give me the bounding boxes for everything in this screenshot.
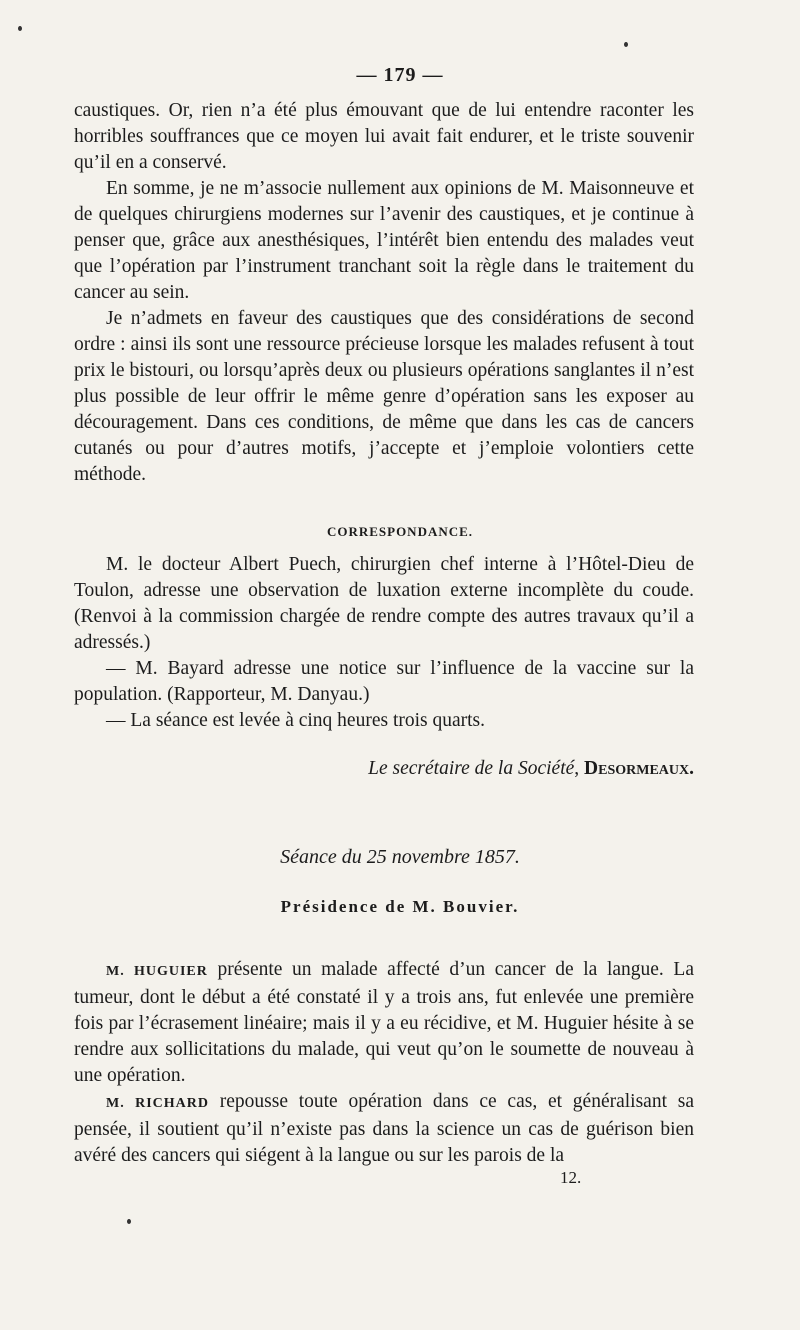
paragraph: Je n’admets en faveur des caustiques que des considérations de second ordre : ainsi ils sont une ressource précieuse lorsque les malades refusent à tout prix le bistouri, ou lorsqu’après deux ou plusieurs opérations sanglantes il n’est plus possible de leur offrir le même genre d’opération sans les exposer au découragement. Dans ces conditions, de même que dans les cas de cancers cutanés ou pour d’autres motifs, j’accepte et j’emploie volontiers cette méthode. bbox=[74, 308, 694, 485]
paragraph-text: repousse toute opération dans ce cas, et généralisant sa pensée, il soutient qu’il n’existe pas dans la science un cas de guérison bien avéré des cancers qui siégent à la langue ou sur les parois de la bbox=[74, 1091, 694, 1166]
speaker-name: M. RICHARD bbox=[106, 1096, 209, 1111]
paragraph: caustiques. Or, rien n’a été plus émouvant que de lui entendre raconter les horribles souffrances que ce moyen lui avait fait endurer, et le triste souvenir qu’il en a conservé. bbox=[74, 100, 694, 173]
signature-title: Le secrétaire de la Société bbox=[368, 758, 575, 779]
page-number: — 179 — bbox=[356, 64, 444, 86]
paragraph bbox=[74, 1089, 694, 1169]
sheet-signature-number: 12. bbox=[560, 1168, 582, 1187]
presidence-line bbox=[0, 897, 800, 917]
text-block-seance bbox=[74, 957, 694, 1169]
text-block-caustiques bbox=[74, 98, 694, 488]
signature-name: Desormeaux. bbox=[584, 758, 694, 779]
paragraph: — La séance est levée à cinq heures trois quarts. bbox=[106, 710, 486, 731]
speaker-name: M. HUGUIER bbox=[106, 964, 208, 979]
ink-speck bbox=[127, 1219, 131, 1224]
paragraph-text: présente un malade affecté d’un cancer de la langue. La tumeur, dont le début a été constaté il y a trois ans, fut enlevée une première fois par l’écrasement linéaire; mais il y a eu récidive, et M. Huguier hésite à se rendre aux sollicitations du malade, qui veut qu’on le soumette de nouveau à une opération. bbox=[74, 959, 694, 1086]
paragraph: — M. Bayard adresse une notice sur l’influence de la vaccine sur la population. (Rapporteur, M. Danyau.) bbox=[74, 658, 694, 705]
text-block-correspondance bbox=[74, 552, 694, 734]
seance-title: Séance du 25 novembre 1857. bbox=[280, 846, 520, 868]
paragraph: M. le docteur Albert Puech, chirurgien chef interne à l’Hôtel-Dieu de Toulon, adresse une observation de luxation externe incomplète du coude. (Renvoi à la commission chargée de rendre compte des autres travaux qu’il a adressés.) bbox=[74, 554, 694, 653]
presidence-label: Présidence de M. bbox=[280, 897, 444, 916]
correspondance-heading: CORRESPONDANCE. bbox=[326, 524, 474, 539]
ink-speck bbox=[18, 26, 22, 31]
paragraph bbox=[74, 957, 694, 1089]
signature-line: Le secrétaire de la Société, Desormeaux. bbox=[368, 758, 694, 779]
ink-speck bbox=[624, 42, 628, 47]
presidence-name: Bouvier. bbox=[443, 897, 520, 916]
paragraph: En somme, je ne m’associe nullement aux opinions de M. Maisonneuve et de quelques chirurgiens modernes sur l’avenir des caustiques, et je continue à penser que, grâce aux anesthésiques, l’intérêt bien entendu des malades veut que l’opération par l’instrument tranchant soit la règle dans le traitement du cancer au sein. bbox=[74, 178, 694, 303]
